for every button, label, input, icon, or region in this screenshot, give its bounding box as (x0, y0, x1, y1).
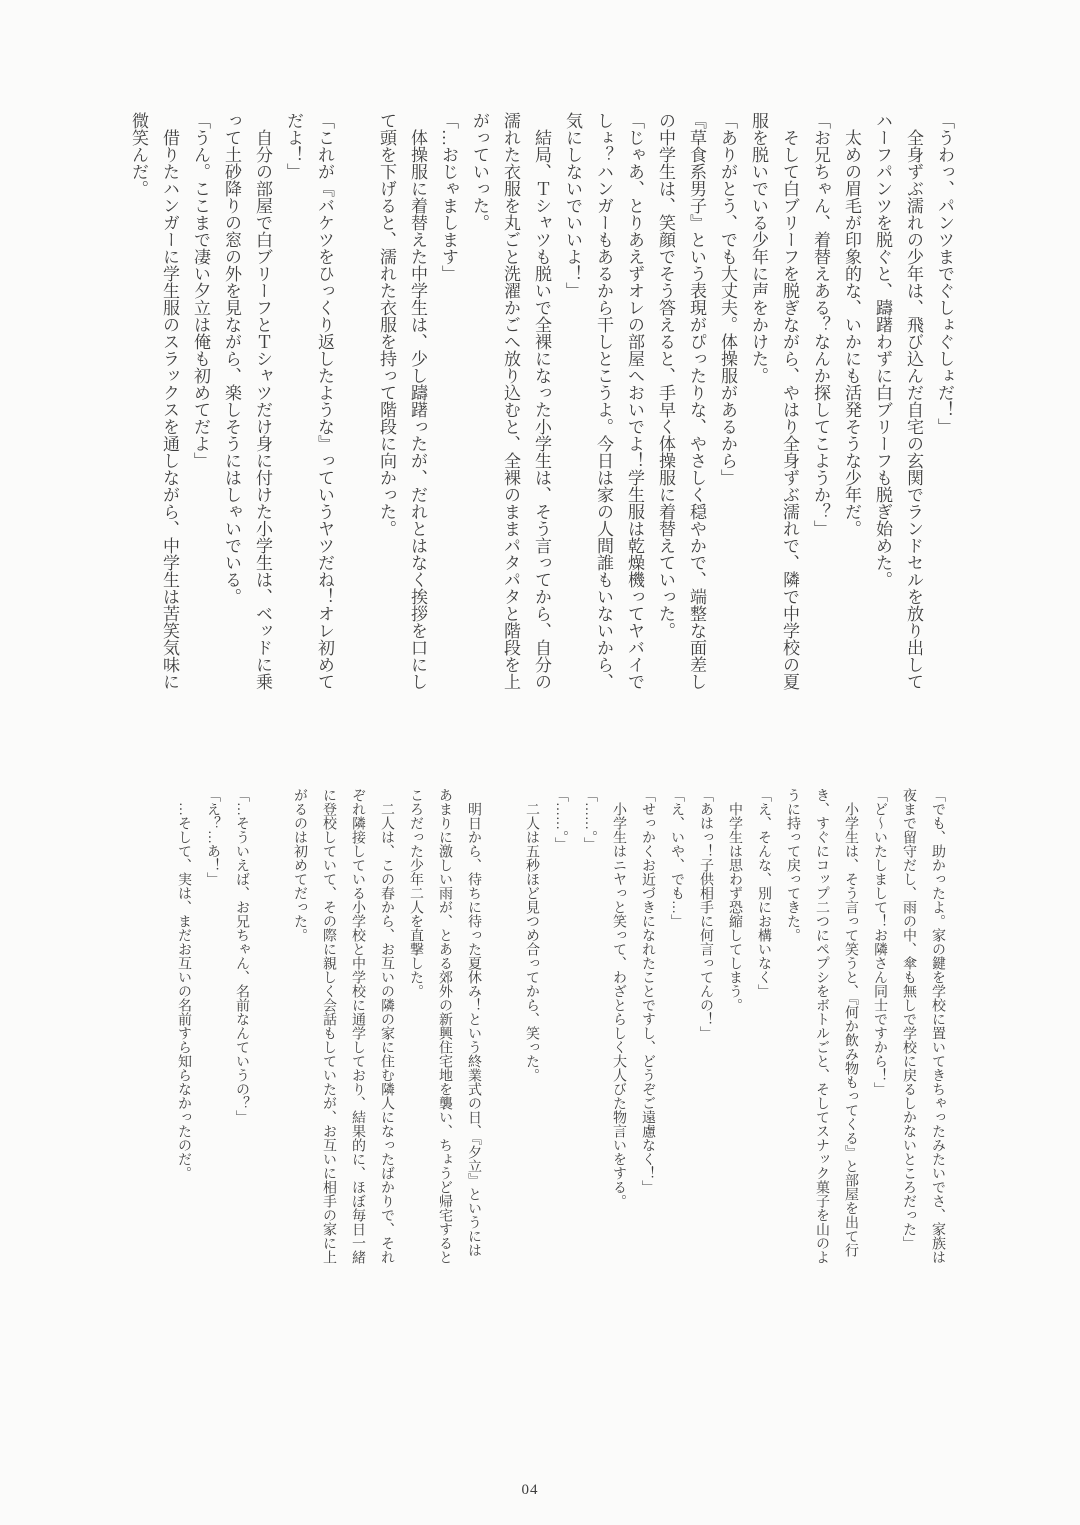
story-paragraph: 二人は五秒ほど見つめ合ってから、笑った。 (524, 802, 539, 1082)
story-paragraph: 結局、Ｔシャツも脱いで全裸になった小学生は、そう言ってから、自分の濡れた衣服を丸ごと洗濯かごへ放り込むと、全裸のままパタパタと階段を上がっていった。 (470, 112, 551, 690)
story-paragraph: …そして、実は、まだお互いの名前すら知らなかったのだ。 (176, 802, 191, 1180)
story-paragraph: 「ど〜いたしまして！お隣さん同士ですから！」 (872, 788, 887, 1096)
story-paragraph: 「うわっ、パンツまでぐしょぐしょだ！」 (935, 112, 954, 435)
story-paragraph: 二人は、この春から、お互いの隣の家に住む隣人になったばかりで、それぞれ隣接している小学校と中学校に通学しており、結果的に、ほぼ毎日一緒に登校していて、その際に親しく会話もしていたが、お互いに相手の家に上がるのは初めてだった。 (292, 788, 394, 1264)
story-paragraph: 「え、いや、でも…」 (669, 788, 684, 928)
story-paragraph: 「え？…あ！」 (205, 788, 220, 886)
story-paragraph: 「え、そんな、別にお構いなく」 (756, 788, 771, 998)
story-paragraph: 「でも、助かったよ。家の鍵を学校に置いてきちゃったみたいでさ、家族は夜まで留守だし、雨の中、傘も無しで学校に戻るしかないところだった」 (901, 788, 945, 1264)
story-paragraph: 「うん。ここまで凄い夕立は俺も初めてだよ」 (191, 112, 210, 469)
story-paragraph: 中学生は思わず恐縮してしまう。 (727, 802, 742, 1012)
story-paragraph: 「……。」 (582, 788, 597, 851)
story-paragraph: 全身ずぶ濡れの少年は、飛び込んだ自宅の玄関でランドセルを放り出してハーフパンツを脱ぐと、躊躇わずに白ブリーフも脱ぎ始めた。 (873, 112, 923, 690)
page-number: 04 (521, 1482, 539, 1498)
story-top-block (123, 112, 960, 692)
story-paragraph: 「あはっ！子供相手に何言ってんの！」 (698, 788, 713, 1040)
story-paragraph: 「……。」 (553, 788, 568, 851)
story-bottom-block (169, 788, 952, 1266)
story-paragraph: 「せっかくお近づきになれたことですし、どうぞご遠慮なく！」 (640, 788, 655, 1194)
story-paragraph: 自分の部屋で白ブリーフとＴシャツだけ身に付けた小学生は、ベッドに乗って土砂降りの窓の外を見ながら、楽しそうにはしゃいでいる。 (222, 112, 272, 690)
story-paragraph: 『草食系男子』という表現がぴったりな、やさしく穏やかで、端整な面差しの中学生は、笑顔でそう答えると、手早く体操服に着替えていった。 (656, 112, 706, 690)
story-paragraph: 「お兄ちゃん、着替えある？なんか探してこようか？」 (811, 112, 830, 537)
story-paragraph: 「ありがとう、でも大丈夫。体操服があるから」 (718, 112, 737, 486)
story-paragraph: 体操服に着替えた中学生は、少し躊躇ったが、だれとはなく挨拶を口にして頭を下げると、濡れた衣服を持って階段に向かった。 (377, 112, 427, 690)
story-paragraph: 「…そういえば、お兄ちゃん、名前なんていうの？」 (234, 788, 249, 1124)
story-paragraph: 借りたハンガーに学生服のスラックスを通しながら、中学生は苦笑気味に微笑んだ。 (129, 112, 179, 690)
story-paragraph: 「じゃあ、とりあえずオレの部屋へおいでよ！学生服は乾燥機ってヤバイでしょ？ハンガーもあるから干しとこうよ。今日は家の人間誰もいないから、気にしないでいいよ！」 (563, 112, 644, 690)
story-paragraph: 明日から、待ちに待った夏休み！という終業式の日、『夕立』というにはあまりに激しい雨が、とある郊外の新興住宅地を襲い、ちょうど帰宅するところだった少年二人を直撃した。 (408, 788, 481, 1264)
story-paragraph: 「…おじゃまします」 (439, 112, 458, 282)
story-paragraph: 小学生はニヤっと笑って、わざとらしく大人びた物言いをする。 (611, 802, 626, 1208)
story-paragraph: そして白ブリーフを脱ぎながら、やはり全身ずぶ濡れで、隣で中学校の夏服を脱いでいる少年に声をかけた。 (749, 112, 799, 690)
story-paragraph: 小学生は、そう言って笑うと、『何か飲み物もってくる』と部屋を出て行き、すぐにコップ二つにペプシをボトルごと、そしてスナック菓子を山のように持って戻ってきた。 (785, 788, 858, 1264)
story-paragraph: 「これが『バケツをひっくり返したような』っていうヤツだね！オレ初めてだよ！」 (284, 112, 334, 690)
story-paragraph: 太めの眉毛が印象的な、いかにも活発そうな少年だ。 (842, 129, 861, 537)
